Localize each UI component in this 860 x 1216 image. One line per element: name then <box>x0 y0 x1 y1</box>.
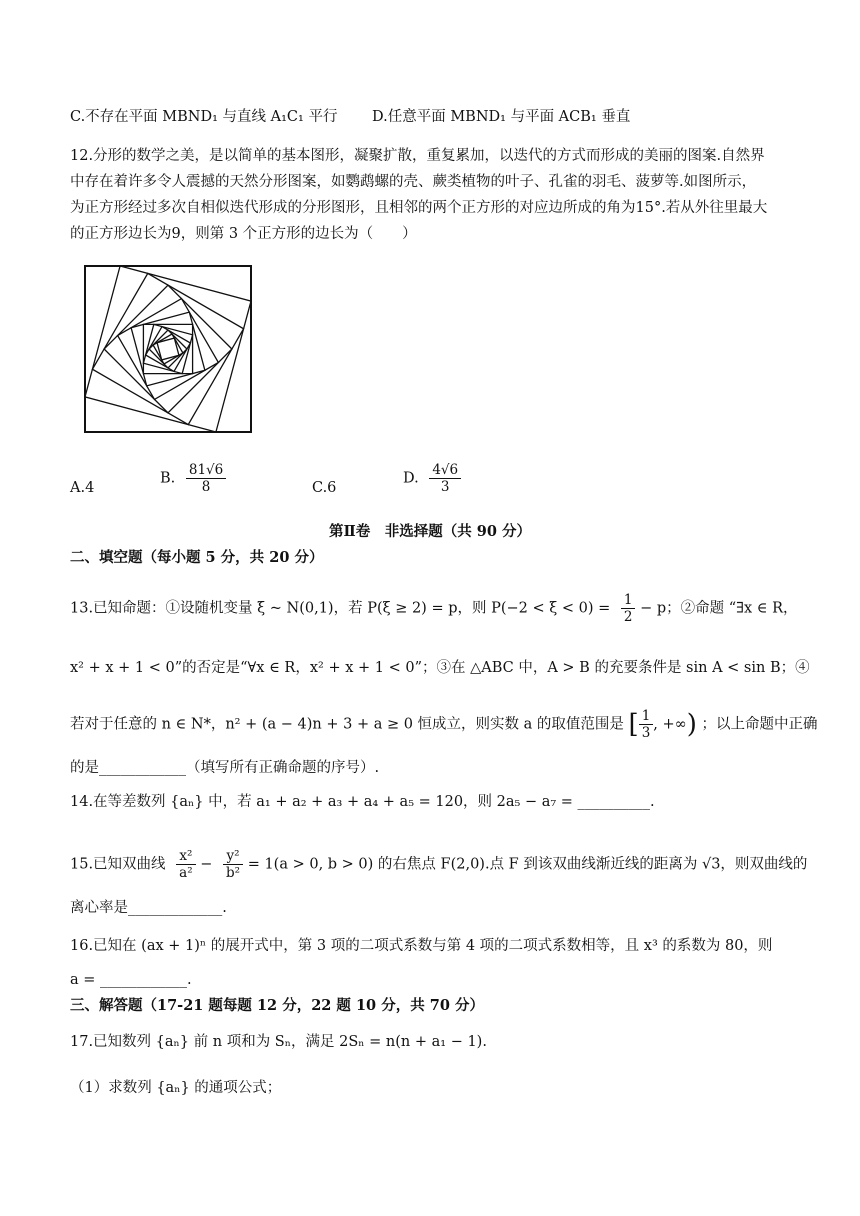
fraction-numerator: y² <box>223 848 243 865</box>
q13-line-3 <box>70 708 818 741</box>
q12-option-d-fraction <box>429 462 461 495</box>
fractal-square-7 <box>143 324 192 373</box>
q16-line-1: 16.已知在 (ax + 1)ⁿ 的展开式中，第 3 项的二项式系数与第 4 项的二项式系数相等，且 x³ 的系数为 80，则 <box>70 938 773 954</box>
section-2-title: 第Ⅱ卷 非选择题（共 90 分） <box>329 523 531 540</box>
q15-line-1-text: 15.已知双曲线 <box>70 856 166 873</box>
interval-close-paren: ) <box>686 709 697 740</box>
q12-line-3: 为正方形经过多次自相似迭代形成的分形图形，且相邻的两个正方形的对应边所成的角为15°.若从外往里最大 <box>70 200 768 216</box>
fraction-numerator: 1 <box>639 708 654 725</box>
q15-line-1-tail: = 1(a > 0, b > 0) 的右焦点 F(2,0).点 F 到该双曲线渐近线的距离为 √3，则双曲线的 <box>247 856 808 873</box>
solution-heading: 三、解答题（17-21 题每题 12 分，22 题 10 分，共 70 分） <box>70 997 484 1014</box>
fraction-numerator: 81√6 <box>186 462 226 479</box>
q13-line-4: 的是____________（填写所有正确命题的序号）. <box>70 760 380 776</box>
fraction-denominator: 3 <box>641 725 651 741</box>
q12-option-d-label: D. <box>403 470 419 487</box>
fractal-square-12 <box>157 338 179 360</box>
fractal-square-9 <box>146 327 191 372</box>
q12-line-1: 12.分形的数学之美，是以简单的基本图形，凝聚扩散，重复累加，以迭代的方式而形成的美丽的图案.自然界 <box>70 148 765 164</box>
q12-line-4: 的正方形边长为9，则第 3 个正方形的边长为（ ） <box>70 226 417 242</box>
fraction-numerator: 1 <box>621 592 636 609</box>
fractal-square-8 <box>143 324 192 373</box>
q12-option-a: A.4 <box>70 480 95 496</box>
fraction-denominator: a² <box>179 865 193 881</box>
fraction-denominator: 3 <box>440 479 450 495</box>
q13-fraction-third <box>639 708 654 741</box>
q15-minus-sign: − <box>200 856 213 873</box>
q14-text: 14.在等差数列 {aₙ} 中，若 a₁ + a₂ + a₃ + a₄ + a₅ = 120，则 2a₅ − a₇ = __________. <box>70 794 655 810</box>
fractal-square-1 <box>85 266 251 432</box>
fill-in-heading: 二、填空题（每小题 5 分，共 20 分） <box>70 549 324 566</box>
q13-line-1-text: 13.已知命题：①设随机变量 ξ ~ N(0,1)，若 P(ξ ≥ 2) = p，则 P(−2 < ξ < 0) = <box>70 600 611 617</box>
q17-part-1: （1）求数列 {aₙ} 的通项公式； <box>70 1080 282 1096</box>
q12-option-d <box>403 462 461 495</box>
q15-x-fraction <box>176 848 195 881</box>
q11-option-c: C.不存在平面 MBND₁ 与直线 A₁C₁ 平行 <box>70 109 338 125</box>
q12-line-2: 中存在着许多令人震撼的天然分形图案，如鹦鹉螺的壳、蕨类植物的叶子、孔雀的羽毛、菠萝等.如图所示， <box>70 174 757 190</box>
q15-line-1 <box>70 848 807 881</box>
q13-line-2: x² + x + 1 < 0”的否定是“∀x ∈ R，x² + x + 1 < 0”；③在 △ABC 中，A > B 的充要条件是 sin A < sin B；④ <box>70 660 810 676</box>
q12-option-b <box>160 462 226 495</box>
fraction-denominator: 2 <box>623 609 633 625</box>
q15-line-2: 离心率是_____________. <box>70 900 227 916</box>
interval-infinity: , +∞ <box>653 716 687 733</box>
fractal-square-4 <box>104 285 232 413</box>
fractal-square-11 <box>153 334 183 364</box>
q12-option-c: C.6 <box>312 480 337 496</box>
q13-line-3-tail: ；以上命题中正确 <box>701 716 818 733</box>
fraction-denominator: b² <box>226 865 241 881</box>
interval-open-bracket: [ <box>628 709 639 740</box>
q11-option-d: D.任意平面 MBND₁ 与平面 ACB₁ 垂直 <box>372 109 631 125</box>
fractal-square-5 <box>118 299 219 400</box>
fractal-square-2 <box>85 266 251 432</box>
fractal-squares-figure <box>84 265 252 433</box>
fraction-numerator: 4√6 <box>429 462 461 479</box>
q16-line-2: a = ____________. <box>70 972 192 988</box>
fraction-denominator: 8 <box>201 479 211 495</box>
q12-option-b-fraction <box>186 462 226 495</box>
q13-line-1-tail: − p；②命题 “∃x ∈ R， <box>640 600 798 617</box>
q13-fraction-half <box>621 592 636 625</box>
q17-line-1: 17.已知数列 {aₙ} 前 n 项和为 Sₙ，满足 2Sₙ = n(n + a₁ − 1). <box>70 1034 487 1050</box>
q13-line-1 <box>70 592 798 625</box>
q15-y-fraction <box>223 848 243 881</box>
fractal-square-6 <box>131 312 205 386</box>
fraction-numerator: x² <box>176 848 195 865</box>
fractal-square-3 <box>92 273 243 424</box>
q12-option-b-label: B. <box>160 470 176 487</box>
q13-line-3-text: 若对于任意的 n ∈ N*，n² + (a − 4)n + 3 + a ≥ 0 恒成立，则实数 a 的取值范围是 <box>70 716 624 733</box>
